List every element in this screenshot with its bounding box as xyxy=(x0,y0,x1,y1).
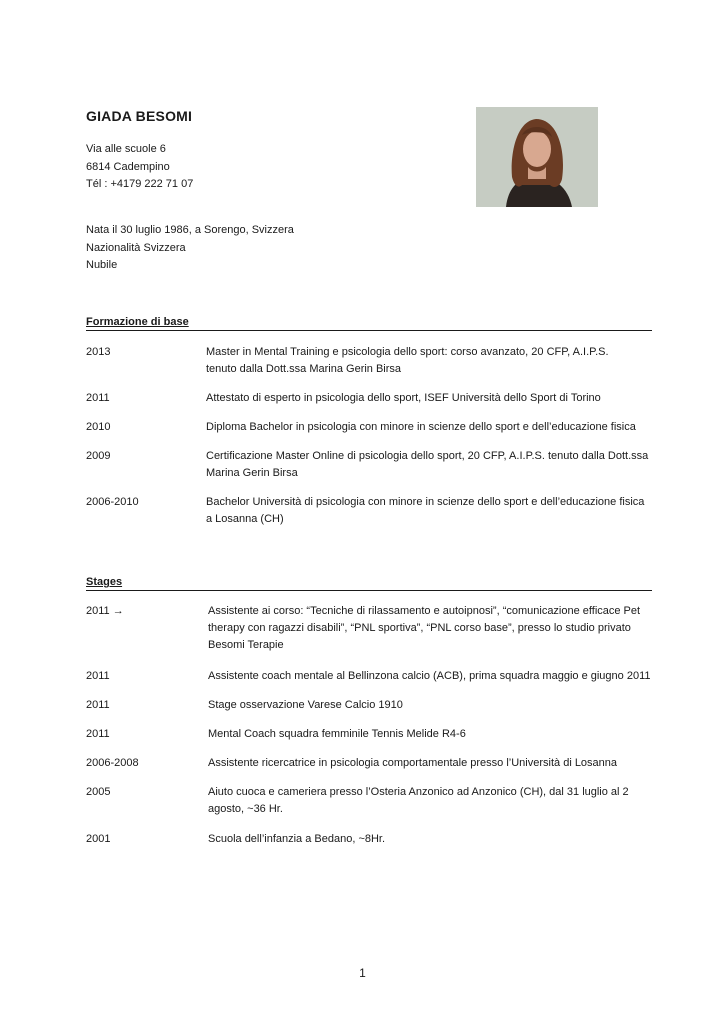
entry-description xyxy=(208,755,656,772)
address-street: Via alle scuole 6 xyxy=(86,143,166,155)
entry-description xyxy=(206,448,656,482)
entry-year: 2011 xyxy=(86,728,110,740)
description-line: Marina Gerin Birsa xyxy=(206,467,298,479)
section-formazione xyxy=(86,316,652,331)
entry-year: 2011 → xyxy=(86,605,124,617)
address-city: 6814 Cadempino xyxy=(86,160,170,173)
entry-description xyxy=(206,390,656,407)
description-line: tenuto dalla Dott.ssa Marina Gerin Birsa xyxy=(206,363,402,375)
entry-year: 2013 xyxy=(86,346,111,358)
entry-description xyxy=(208,603,656,654)
address-block xyxy=(86,141,193,194)
entry-year: 2010 xyxy=(86,421,111,433)
profile-photo xyxy=(476,107,598,207)
description-line: Scuola dell’infanzia a Bedano, ~8Hr. xyxy=(208,833,386,845)
description-line: a Losanna (CH) xyxy=(206,513,284,525)
section-stages xyxy=(86,576,652,591)
entry-year: 2011 xyxy=(86,670,110,682)
description-line: Certificazione Master Online di psicologia dello sport, 20 CFP, A.I.P.S. tenuto dalla Dott.ssa xyxy=(206,450,649,462)
description-line: agosto, ~36 Hr. xyxy=(208,803,283,815)
address-phone: Tél : +4179 222 71 07 xyxy=(86,178,194,190)
section-title: Formazione di base xyxy=(86,316,189,328)
description-line: Assistente coach mentale al Bellinzona calcio (ACB), prima squadra maggio e giugno 2011 xyxy=(208,670,651,682)
section-title: Stages xyxy=(86,576,123,588)
entry-description xyxy=(206,419,656,436)
description-line: Stage osservazione Varese Calcio 1910 xyxy=(208,699,403,711)
entry-year: 2006-2008 xyxy=(86,757,139,769)
cv-name: GIADA BESOMI xyxy=(86,108,193,124)
description-line: Attestato di esperto in psicologia dello sport, ISEF Università dello Sport di Torino xyxy=(206,392,601,404)
entry-description xyxy=(206,494,656,528)
nationality: Nazionalità Svizzera xyxy=(86,241,186,254)
portrait-image xyxy=(476,107,598,207)
description-line: Bachelor Università di psicologia con minore in scienze dello sport e dell’educazione fisica xyxy=(206,496,645,508)
description-line: Assistente ricercatrice in psicologia comportamentale presso l’Università di Losanna xyxy=(208,757,618,769)
entry-year: 2005 xyxy=(86,786,111,798)
birth-info: Nata il 30 luglio 1986, a Sorengo, Svizzera xyxy=(86,224,294,236)
entry-year: 2011 xyxy=(86,699,110,711)
entry-description xyxy=(208,668,656,685)
entry-description xyxy=(208,784,656,818)
entry-description xyxy=(208,697,656,714)
entry-year: 2001 xyxy=(86,833,111,845)
entry-description xyxy=(208,726,656,743)
description-line: Mental Coach squadra femminile Tennis Melide R4-6 xyxy=(208,728,466,740)
description-line: Diploma Bachelor in psicologia con minore in scienze dello sport e dell’educazione fisica xyxy=(206,421,636,433)
description-line: therapy con ragazzi disabili”, “PNL sportiva”, “PNL corso base”, presso lo studio privato xyxy=(208,622,631,634)
entry-year: 2011 xyxy=(86,392,110,404)
description-line: Master in Mental Training e psicologia dello sport: corso avanzato, 20 CFP, A.I.P.S. xyxy=(206,346,609,358)
entry-year: 2009 xyxy=(86,450,111,462)
entry-year: 2006-2010 xyxy=(86,496,139,508)
page-number: 1 xyxy=(359,966,366,980)
marital-status: Nubile xyxy=(86,259,118,271)
description-line: Aiuto cuoca e cameriera presso l’Osteria Anzonico ad Anzonico (CH), dal 31 luglio al 2 xyxy=(208,786,629,798)
personal-info xyxy=(86,222,294,275)
description-line: Besomi Terapie xyxy=(208,639,284,651)
entry-description xyxy=(206,344,656,378)
entry-description xyxy=(208,831,656,848)
description-line: Assistente ai corso: “Tecniche di rilassamento e autoipnosi”, “comunicazione efficace Pet xyxy=(208,605,641,617)
